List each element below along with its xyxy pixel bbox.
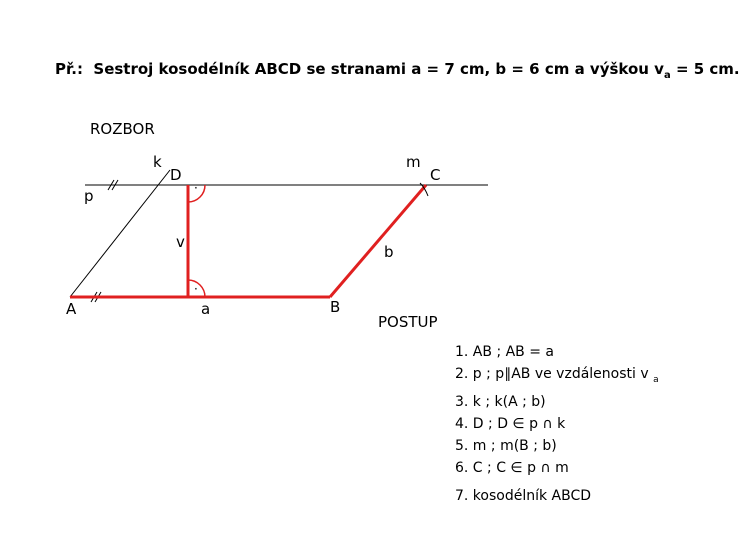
label-v: v <box>176 233 185 251</box>
procedure-steps <box>455 341 659 507</box>
right-angle-dot-top: · <box>194 181 198 195</box>
step-3: 3. k ; k(A ; b) <box>455 393 546 410</box>
label-m: m <box>406 153 421 171</box>
side-bc <box>330 185 426 297</box>
analysis-heading: ROZBOR <box>90 120 155 138</box>
label-k: k <box>153 153 162 171</box>
step-1: 1. AB ; AB = a <box>455 344 554 360</box>
task-text-subscript: a <box>663 70 671 81</box>
label-b: b <box>384 243 394 261</box>
step-2-subscript: a <box>653 374 659 385</box>
step-7: 7. kosodélník ABCD <box>455 487 592 504</box>
label-C: C <box>430 166 441 184</box>
label-D: D <box>170 166 182 184</box>
task-suffix: = 5 cm. <box>670 60 740 78</box>
label-p: p <box>84 187 94 205</box>
step-2 <box>455 363 659 391</box>
label-B: B <box>330 298 341 316</box>
label-A: A <box>66 300 77 318</box>
procedure-heading: POSTUP <box>378 313 438 331</box>
step-5: 5. m ; m(B ; b) <box>455 437 557 454</box>
task-text: Sestroj kosodélník ABCD se stranami a = 7 cm, b = 6 cm a výškou v <box>93 60 664 78</box>
step-6: 6. C ; C ∈ p ∩ m <box>455 459 569 476</box>
task-prefix: Př.: <box>55 60 83 78</box>
step-4: 4. D ; D ∈ p ∩ k <box>455 415 566 432</box>
right-angle-dot-bottom: · <box>194 282 198 296</box>
step-2-text: 2. p ; p∥AB ve vzdálenosti v <box>455 366 649 382</box>
label-a: a <box>201 300 211 318</box>
